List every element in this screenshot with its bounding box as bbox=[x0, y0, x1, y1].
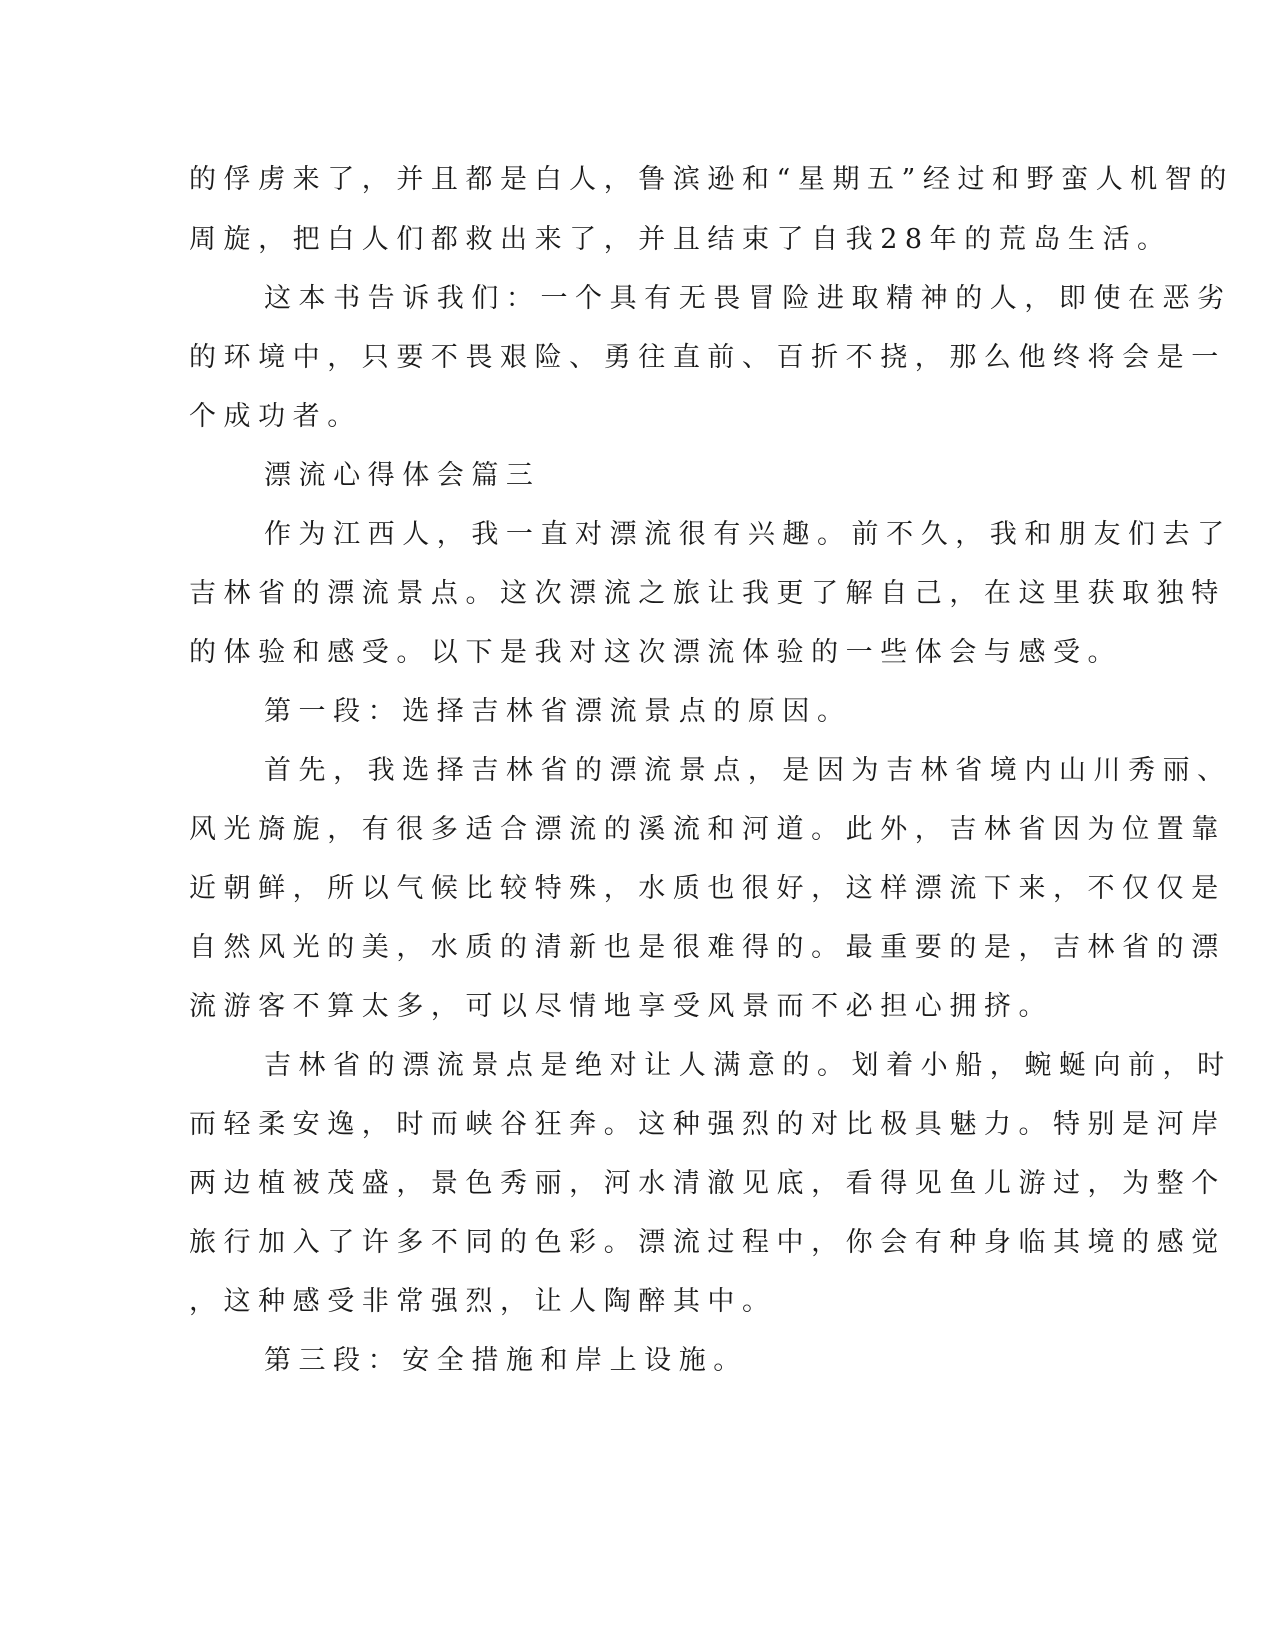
text-line: 两边植被茂盛，景色秀丽，河水清澈见底，看得见鱼儿游过，为整个 bbox=[189, 1168, 1226, 1199]
text-line: 这本书告诉我们：一个具有无畏冒险进取精神的人，即使在恶劣 bbox=[264, 283, 1232, 314]
text-line: 个成功者。 bbox=[189, 401, 362, 432]
text-line: ，这种感受非常强烈，让人陶醉其中。 bbox=[189, 1286, 777, 1317]
section-heading: 第一段：选择吉林省漂流景点的原因。 bbox=[264, 696, 852, 727]
text-line: 首先，我选择吉林省的漂流景点，是因为吉林省境内山川秀丽、 bbox=[264, 755, 1232, 786]
text-line: 而轻柔安逸，时而峡谷狂奔。这种强烈的对比极具魅力。特别是河岸 bbox=[189, 1109, 1226, 1140]
text-line: 吉林省的漂流景点是绝对让人满意的。划着小船，蜿蜒向前，时 bbox=[264, 1050, 1232, 1081]
text-line: 的俘虏来了，并且都是白人，鲁滨逊和“星期五”经过和野蛮人机智的 bbox=[189, 164, 1234, 195]
text-line: 作为江西人，我一直对漂流很有兴趣。前不久，我和朋友们去了 bbox=[264, 519, 1232, 550]
text-line: 的体验和感受。以下是我对这次漂流体验的一些体会与感受。 bbox=[189, 637, 1123, 668]
section-heading: 漂流心得体会篇三 bbox=[264, 460, 541, 491]
text-line: 近朝鲜，所以气候比较特殊，水质也很好，这样漂流下来，不仅仅是 bbox=[189, 873, 1226, 904]
text-line: 流游客不算太多，可以尽情地享受风景而不必担心拥挤。 bbox=[189, 991, 1053, 1022]
text-line: 自然风光的美，水质的清新也是很难得的。最重要的是，吉林省的漂 bbox=[189, 932, 1226, 963]
text-line: 周旋，把白人们都救出来了，并且结束了自我28年的荒岛生活。 bbox=[189, 224, 1172, 255]
text-line: 旅行加入了许多不同的色彩。漂流过程中，你会有种身临其境的感觉 bbox=[189, 1227, 1226, 1258]
section-heading: 第三段：安全措施和岸上设施。 bbox=[264, 1345, 748, 1376]
text-line: 的环境中，只要不畏艰险、勇往直前、百折不挠，那么他终将会是一 bbox=[189, 342, 1226, 373]
text-line: 吉林省的漂流景点。这次漂流之旅让我更了解自己，在这里获取独特 bbox=[189, 578, 1226, 609]
text-line: 风光旖旎，有很多适合漂流的溪流和河道。此外，吉林省因为位置靠 bbox=[189, 814, 1226, 845]
